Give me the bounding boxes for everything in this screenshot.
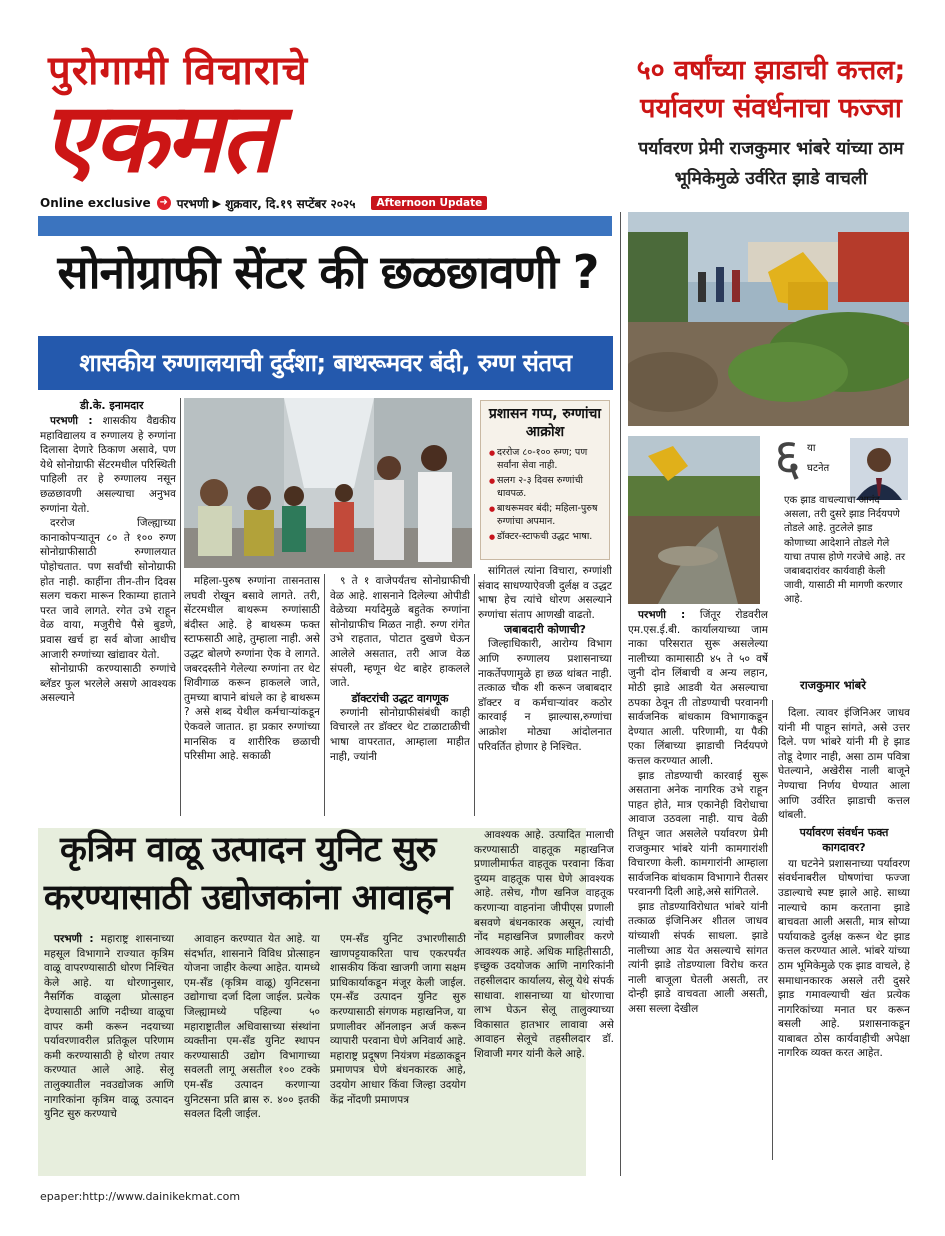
right-article-col1 xyxy=(628,608,768,1160)
right-headline: ५० वर्षांच्या झाडाची कत्तल; पर्यावरण संवर्धनाचा फज्जा xyxy=(636,55,906,124)
main-col1-para3: सोनोग्राफी करण्यासाठी रुग्णांचे ब्लॅडर फुल भरलेले असणे आवश्यक असल्याने xyxy=(40,663,176,705)
highlight-item: ● दररोज ८०-१०० रुग्ण; पण सर्वांना सेवा नाही. xyxy=(489,447,603,472)
play-icon: ▶ xyxy=(212,196,222,210)
right-article-col2 xyxy=(778,706,910,1176)
right-col2-para2: या घटनेने प्रशासनाच्या पर्यावरण संवर्धनाबरील घोषणांचा फज्जा उडाल्याचे स्पष्ट झाले आहे. साध्या नाल्याचे काम करताना झाडे बाचवता आली असती, मात्र सोप्या पर्यायाकडे दुर्लक्ष करून थेट झाड कत्तल करण्यात आले. भांबरे यांच्या ठाम भूमिकेमुळे एक झाड वाचले, हे समाधानकारक असले तरी दुसरे झाड गमावल्याची खंत प्रत्येक नागरिकांच्या मनात घर करून बसली आहे. प्रशासनाकडून याबाबत ठोस कार्यवाहीची अपेक्षा नागरिक व्यक्त करत आहेत. xyxy=(778,857,910,1060)
main-col3-para2: रुग्णांनी सोनोग्राफीसंबंधी काही विचारले तर डॉक्टर थेट टाळाटाळीची भाषा वापरतात, आम्हाला माहीत नाही, ज्यांनी xyxy=(330,706,470,763)
highlights-box xyxy=(480,400,610,560)
masthead-tagline: पुरोगामी विचाराचे xyxy=(48,48,309,94)
right-col1-para3: झाड तोडण्याविरोधात भांबरे यांनी तत्काळ इंजिनिअर शीतल जाधव यांच्याशी संपर्क साधला. झाडे नालीच्या आड येत असल्याचे सांगत त्यांनी झाडे तोडण्याला विरोध करत नाली बाजूला घेतली असती, तर दोन्ही झाडे वाचवता आली असती, असा सल्ला देखील xyxy=(628,900,768,1016)
right-subheadline: पर्यावरण प्रेमी राजकुमार भांबरे यांच्या ठाम भूमिकेमुळे उर्वरित झाडे वाचली xyxy=(638,139,904,189)
column-rule xyxy=(474,574,475,816)
right-col1-para2: झाड तोडण्याची कारवाई सुरू असताना अनेक नागरिक उभे राहून पाहत होते, मात्र एकानेही विरोधाचा आवाज उठवला नाही. याच वेळी तिथून जात असलेले पर्यावरण प्रेमी राजकुमार भांबरे यांनी कामगारांशी विचारणा केली. कामगारांनी आम्हाला सार्वजनिक बांधकाम विभागाने रीतसर परवानगी दिली आहे,असे सांगितले. xyxy=(628,769,768,899)
feature-col4-para: आवश्यक आहे. उत्पादित मालाची करण्यासाठी वाहतूक महाखनिज प्रणालीमार्फत वाहतूक परवाना किंवा दुय्यम वाहतूक पास घेणे आवश्यक आहे. तसेच, गौण खनिज वाहतूक करणाऱ्या वाहनांना जीपीएस प्रणाली बसवणे बंधनकारक असून, त्यांची नोंद महाखनिज प्रणालीवर करणे आवश्यक आहे. अधिक माहितीसाठी, इच्छुक उदयोजक आणि नागरिकांनी तहसीलदार कार्यालय, सेलू येथे संपर्क साधावा. शासनाच्या या धोरणाचा लाभ घेऊन सेलू तालुक्याच्या विकासात हातभार लावावा असे आवाहन सेलूचे तहसीलदार डॉ. शिवाजी मगर यांनी केले आहे. xyxy=(474,829,614,1060)
quote-author: राजकुमार भांबरे xyxy=(800,678,866,692)
right-lead: परभणी : xyxy=(638,609,686,621)
section-divider xyxy=(620,212,621,1176)
tree-cutting-photo xyxy=(628,212,909,426)
main-col1-para2: दररोज जिल्ह्याच्या कानाकोपऱ्यातून ८० ते १०० रुग्ण सोनोग्राफीसाठी रुग्णालयात पोहोचतात. पण सर्वांची सोनोग्राफी होत नाही. काहींना तीन-तीन दिवस सलग चकरा मारून रिकाम्या हाताने परत जावे लागते. रगेत उभे राहून वेळ वाया, मजुरीचे पैसे बुडणे, प्रवास खर्च हा सर्व बोजा आधीच आजारी रुग्णांच्या खांद्यावर येतो. xyxy=(40,517,176,661)
main-col4 xyxy=(478,564,612,816)
feature-col2-para: आवाहन करण्यात येत आहे. या संदर्भात, शासनाने विविध प्रोत्साहन योजना जाहीर केल्या आहेत. यामध्ये एम-सँड (कृत्रिम वाळू) युनिटसना उद्योगाचा दर्जा दिला जाईल. प्रत्येक जिल्ह्यामध्ये पहिल्या ५० महाराष्ट्रातील अधिवासाच्या संस्थांना व्यक्तीना एम-सँड युनिट स्थापन करण्यासाठी उद्योग विभागाच्या सवलती लागू असतील १०० टक्के एम-सँड उत्पादन करणाऱ्या युनिटसना प्रति ब्रास रु. ४०० इतकी सवलत दिली जाईल. xyxy=(184,933,320,1121)
main-col3-para: ९ ते १ वाजेपर्यंतच सोनोग्राफीची वेळ आहे. शासनाने दिलेल्या ओपीडी वेळेच्या मर्यादेमुळे बहुतेक रुग्णांना सोनोग्राफीच मिळत नाही. रुग्ण रांगेत उभे राहतात, पोटात दुखणे घेऊन आलेले असतात, तरी आज वेळ संपली, म्हणून थेट बाहेर हाकलले जाते. xyxy=(330,575,470,690)
arrow-right-icon: ➜ xyxy=(157,196,171,210)
main-col3-subhead: डॉक्टरांची उद्धट वागणूक xyxy=(351,691,449,705)
edition-date: शुक्रवार, दि.१९ सप्टेंबर २०२५ xyxy=(225,196,356,211)
hospital-corridor-photo xyxy=(184,398,472,568)
right-col1-para1: जिंतूर रोडवरील एम.एस.ई.बी. कार्यालयाच्या जाम नाका परिसरात सुरू असलेल्या नालीच्या कामासाठी ४५ ते ५० वर्षे जुनी दोन लिंबाची व अन्य लहान, मोठी झाडे आडवी येत असल्याचा ठपका ठेवून ती तोडण्याची परवानगी सार्वजनिक बांधकाम विभागाकडून देण्यात आली. परिणामी, या पैकी एका लिंबाच्या झाडाची निर्दयपणे कत्तल करण्यात आली. xyxy=(628,609,768,767)
quote-opening xyxy=(774,428,840,488)
quote-first-words: या घटनेत xyxy=(807,443,830,474)
feature-headline: कृत्रिम वाळू उत्पादन युनिट सुरु करण्यासाठी उद्योजकांना आवाहन xyxy=(43,830,453,918)
main-col1-para1: शासकीय वैद्यकीय महाविद्यालय व रुग्णालय हे रुग्णांना दिलासा देणारे ठिकाण असावे, पण येथे सोनोग्राफी सेंटरमधील परिस्थिती पाहिली तर हे रुग्णालय नसून छळछावणी असल्याचा अनुभव रुग्णांना येतो. xyxy=(40,415,176,515)
feature-col1-para: महाराष्ट्र शासनाच्या महसूल विभागाने राज्यात कृत्रिम वाळू वापरण्यासाठी धोरण निश्चित केले आहे. या धोरणानुसार, नैसर्गिक वाळूला प्रोत्साहन देण्यासाठी आणि नदीच्या वाळूचा वापर कमी करून नदयाच्या पर्यावरणावरील प्रतिकूल परिणाम कमी करण्यासाठी हे धोरण तयार करण्यात आले आहे. सेलू तालुक्यातील नवउद्योजक आणि नागरिकांना कृत्रिम वाळू उत्पादन युनिट सुरु करण्याचे xyxy=(44,933,174,1121)
highlight-item: ● सलग २-३ दिवस रुग्णांची धावपळ. xyxy=(489,475,603,500)
main-col2 xyxy=(184,574,320,816)
feature-lead: परभणी : xyxy=(54,933,94,945)
main-col2-para: महिला-पुरुष रुग्णांना तासनतास लघवी रोखून बसावे लागते. तरी, सेंटरमधील बाथरूम रुग्णांसाठी बंदीस्त आहे. हे बाथरूम फक्त स्टाफसाठी आहे, तुम्हाला नाही. असे उद्धट बोलणे रुग्णांना ऐक वे लागते. जबरदस्तीने गेलेल्या रुग्णांना तर थेट शिवीगाळ करून हाकलले जाते, तुमच्या बापाने बांधले का हे बाथरूम ? असे शब्द येथील कर्मचाऱ्यांकडून ऐकवले जातात. हा प्रकार रुग्णांच्या मानसिक व शारीरिक छळाची परिसीमा आहे. सकाळी xyxy=(184,575,320,763)
feature-col3 xyxy=(330,932,466,1176)
feature-col2 xyxy=(184,932,320,1176)
feature-col1 xyxy=(44,932,174,1176)
quote-text: एक झाड वाचल्याचा आनंद असला, तरी दुसरे झाड निर्दयपणे तोडले आहे. तुटलेले झाड कोणाच्या आदेशाने तोडले गेले याचा तपास होणे गरजेचे आहे. तर जबाबदारांवर कार्यवाही केली जावी, यासाठी मी मागणी करणार आहे. xyxy=(784,495,906,606)
edition-strip xyxy=(40,194,487,212)
highlights-title: प्रशासन गप्प, रुग्णांचा आक्रोश xyxy=(488,406,602,440)
main-col4-para: सांगितलं त्यांना विचारा, रुग्णांशी संवाद साधण्याऐवजी दुर्लक्ष व उद्धट भाषा हेच त्यांचे धोरण असल्याने रुग्णांचा संताप आणखी वाढतो. xyxy=(478,565,612,621)
column-rule xyxy=(772,700,773,1160)
highlights-list xyxy=(489,447,603,544)
highlight-item: ● बाथरूमवर बंदी; महिला-पुरुष रुग्णांचा अपमान. xyxy=(489,503,603,528)
main-col1 xyxy=(40,414,176,816)
quote-drop-cap: ६ xyxy=(774,428,802,488)
epaper-url[interactable]: epaper:http://www.dainikekmat.com xyxy=(40,1190,241,1203)
quote-box xyxy=(774,428,908,698)
main-headline: सोनोग्राफी सेंटर की छळछावणी ? xyxy=(57,245,599,299)
main-subheadline: शासकीय रुग्णालयाची दुर्दशा; बाथरूमवर बंदी, रुग्ण संतप्त xyxy=(38,336,613,390)
nala-work-photo xyxy=(628,436,760,604)
afternoon-update-badge: Afternoon Update xyxy=(371,196,487,210)
main-col4-subhead: जबाबदारी कोणाची? xyxy=(504,623,586,637)
header-band xyxy=(38,216,612,236)
byline: डी.के. इनामदार xyxy=(80,399,144,412)
highlight-item: ● डॉक्टर-स्टाफची उद्धट भाषा. xyxy=(489,531,603,544)
masthead-logo: एकमत xyxy=(42,82,273,194)
right-col2-subhead: पर्यावरण संवर्धन फक्त कागदावर? xyxy=(799,825,889,854)
main-lead: परभणी : xyxy=(50,415,93,427)
author-portrait xyxy=(850,438,908,500)
right-col2-para: दिला. त्यावर इंजिनिअर जाधव यांनी मी पाहून सांगते, असे उत्तर दिले. पण भांबरे यांनी मी हे झाड तोडू देणार नाही, असा ठाम पवित्रा घेतल्याने, अखेरीस नाली बाजूने नेण्याचा निर्णय घेण्यात आला आणि उर्वरित झाडाची कत्तल थांबली. xyxy=(778,707,910,822)
feature-col3-para: एम-सँड युनिट उभारणीसाठी खाणपट्टयाकरिता पाच एकरपर्यंत शासकीय किंवा खाजगी जागा सक्षम प्राधिकार्याकडून मंजूर केली जाईल. एम-सँड उत्पादन युनिट सुरु करण्यासाठी संगणक महाखनिज, या प्रणालीवर ऑनलाइन अर्ज करून व्यापारी परवाना घेणे अनिवार्य आहे. महाराष्ट्र प्रदूषण नियंत्रण मंडळाकडून प्रमाणपत्र घेणे बंधनकारक आहे, उदयोग आधार किंवा जिल्हा उदयोग केंद्र नोंदणी प्रमाणपत्र xyxy=(330,933,466,1106)
main-col4-para2: जिल्हाधिकारी, आरोग्य विभाग आणि रुग्णालय प्रशासनाच्या नाकर्तेपणामुळे हा छळ थांबत नाही. तत्काळ चौक शी करून जबाबदार डॉक्टर व कर्मचाऱ्यांवर कठोर कारवाई न झाल्यास,रुग्णांचा आक्रोश मोठ्या आंदोलनात परिवर्तित होणार हे निश्चित. xyxy=(478,638,612,753)
column-rule xyxy=(180,398,181,816)
main-col3 xyxy=(330,574,470,816)
feature-col4 xyxy=(474,828,614,1176)
column-rule xyxy=(324,574,325,816)
online-exclusive-label: Online exclusive xyxy=(40,196,151,210)
edition-city: परभणी xyxy=(176,196,209,211)
